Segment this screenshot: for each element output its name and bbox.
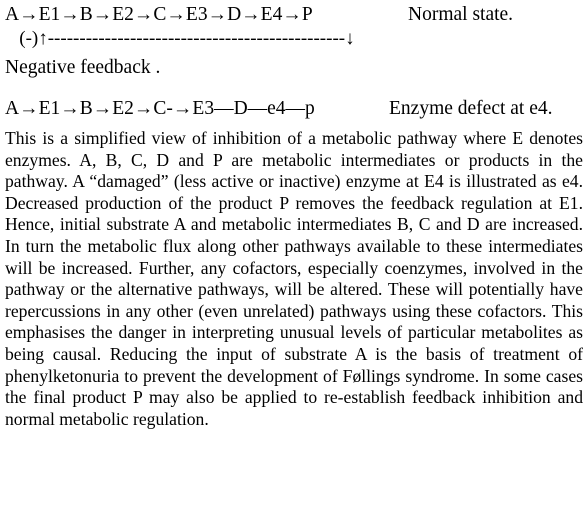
explanation-paragraph: This is a simplified view of inhibition of a metabolic pathway where E denotes enzymes. A, B, C, D and P are metabolic intermediates or products in the pathway. A “damaged” (less active or inactive) enzyme at E4 is illustrated as e4. Decreased production of the product P removes the feedback regulation at E1. Hence, initial substrate A and metabolic intermediates B, C and D are increased. In turn the metabolic flux along other pathways available to these intermediates will be increased. Further, any cofactors, especially coenzymes, involved in the pathway or the alternative pathways, will be altered. These will potentially have repercussions in any other (even unrelated) pathways using these cofactors. This emphasises the danger in interpreting unusual levels of particular metabolites as being causal. Reducing the input of substrate A is the basis of treatment of phenylketonuria to prevent the development of Føllings syndrome. In some cases the final product P may also be applied to re-establish feedback inhibition and normal metabolic regulation.	[5, 128, 583, 429]
label-negative-feedback: Negative feedback .	[5, 57, 161, 78]
feedback-arrow: (-)↑-----------------------------------------------↓	[5, 28, 355, 49]
label-normal-state: Normal state.	[408, 4, 514, 25]
label-enzyme-defect: Enzyme defect at e4.	[389, 98, 553, 119]
pathway-normal-state: A→E1→B→E2→C→E3→D→E4→P	[5, 4, 313, 25]
pathway-enzyme-defect: A→E1→B→E2→C-→E3—D—e4—p	[5, 98, 315, 119]
